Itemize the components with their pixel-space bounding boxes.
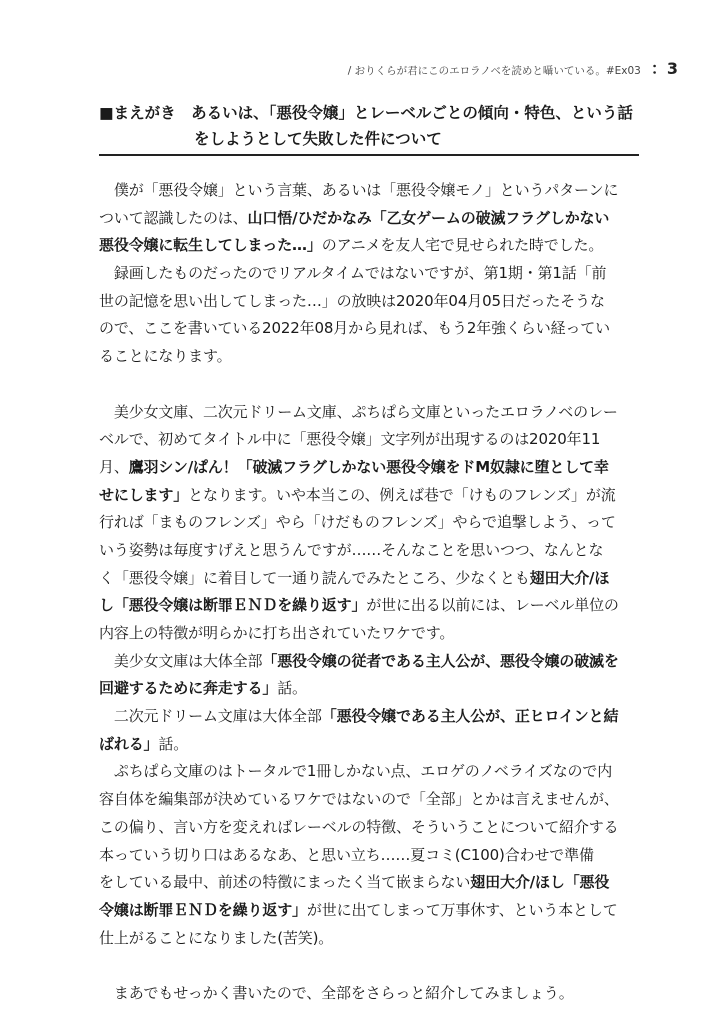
text-line (99, 648, 639, 676)
text-run: 録画したものだったのでリアルタイムではないですが、第1期・第1話「前 (99, 264, 607, 283)
bold-title-text: 鷹羽シン/ぱん！「破滅フラグしかない悪役令嬢をドM奴隷に堕として幸 (128, 457, 609, 476)
text-line (99, 842, 639, 870)
text-line (99, 509, 639, 537)
text-line (99, 786, 639, 814)
text-line (99, 731, 639, 759)
text-run: まあでもせっかく書いたので、全部をさらっと紹介してみましょう。 (99, 983, 574, 1002)
text-run: 本っていう切り口はあるなあ、と思い立ち……夏コミ(C100)合わせで準備 (99, 845, 594, 864)
text-run: 美少女文庫は大体全部 (99, 651, 263, 670)
text-line (99, 675, 639, 703)
text-run: く「悪役令嬢」に着目して一通り読んでみたところ、少なくとも (99, 568, 530, 587)
bold-title-text: 令嬢は断罪ＥＮＤを繰り返す」 (99, 900, 307, 919)
text-run: となります。いや本当この、例えば巷で「けものフレンズ」が流 (188, 485, 616, 504)
bold-title-text: ばれる」 (99, 734, 159, 753)
blank-line (99, 371, 639, 399)
running-header (348, 56, 678, 79)
bold-title-text: 「悪役令嬢の従者である主人公が、悪役令嬢の破滅を (262, 651, 619, 670)
text-line (99, 482, 639, 510)
text-line (99, 343, 639, 371)
text-run: 内容上の特徴が明らかに打ち出されていたワケです。 (99, 624, 455, 642)
text-line (99, 620, 639, 648)
text-line (99, 592, 639, 620)
text-run: ベルで、初めてタイトル中に「悪役令嬢」文字列が出現するのは2020年11 (99, 430, 601, 449)
text-line (99, 565, 639, 593)
text-line (99, 869, 639, 897)
text-run: ので、ここを書いている2022年08月から見れば、もう2年強くらい経ってい (99, 319, 610, 338)
text-line (99, 260, 639, 288)
text-line (99, 703, 639, 731)
bold-title-text: 悪役令嬢に転生してしまった…」 (99, 236, 322, 255)
text-line (99, 205, 639, 233)
bold-title-text: 翅田大介/ほ (529, 568, 610, 587)
text-line (99, 454, 639, 482)
text-run: いう姿勢は毎度すげえと思うんですが……そんなことを思いつつ、なんとな (99, 540, 604, 559)
body-text (99, 177, 639, 1008)
text-run: が世に出る以前には、レーベル単位の (366, 596, 619, 615)
section-heading (99, 100, 639, 156)
text-line (99, 288, 639, 316)
text-line (99, 315, 639, 343)
page-number: ：3 (650, 59, 678, 78)
text-run: 容自体を編集部が決めているワケではないので「全部」とかは言えませんが、 (99, 790, 619, 809)
text-line (99, 758, 639, 786)
bold-title-text: 「悪役令嬢である主人公が、正ヒロインと結 (321, 707, 619, 726)
bold-title-text: 翅田大介/ほし「悪役 (470, 873, 610, 892)
text-run: 仕上がることになりました(苦笑)。 (99, 928, 334, 947)
text-run: この偏り、言い方を変えればレーベルの特徴、そういうことについて紹介する (99, 817, 619, 836)
running-title: / おりくらが君にこのエロラノベを読めと囁いている。#Ex03 (347, 65, 641, 77)
text-line (99, 980, 639, 1008)
text-run: ぷちぱら文庫のはトータルで1冊しかない点、エロゲのノベライズなので内 (99, 762, 613, 781)
bold-title-text: 山口悟/ひだかなみ「乙女ゲームの破滅フラグしかない (247, 208, 610, 227)
text-run: が世に出てしまって万事休す、という本として (306, 900, 618, 919)
text-run: ることになります。 (99, 347, 232, 366)
text-run: 話。 (277, 679, 307, 698)
bold-title-text: し「悪役令嬢は断罪ＥＮＤを繰り返す」 (99, 596, 367, 615)
text-line (99, 399, 639, 427)
text-line (99, 537, 639, 565)
text-line (99, 426, 639, 454)
bold-title-text: せにします」 (99, 485, 189, 504)
text-line (99, 925, 639, 953)
heading-line-1: ■まえがき あるいは、「悪役令嬢」とレーベルごとの傾向・特色、という話 (99, 104, 633, 122)
text-line (99, 897, 639, 925)
text-run: 僕が「悪役令嬢」という言葉、あるいは「悪役令嬢モノ」というパターンに (99, 181, 619, 199)
heading-line-2: をしようとして失敗した件について (194, 130, 442, 148)
text-run: 話。 (158, 734, 189, 753)
text-run: ついて認識したのは、 (99, 208, 248, 227)
text-run: 二次元ドリーム文庫は大体全部 (99, 707, 322, 726)
text-run: のアニメを友人宅で見せられた時でした。 (321, 236, 604, 255)
text-run: 美少女文庫、二次元ドリーム文庫、ぷちぱら文庫といったエロラノベのレー (99, 402, 618, 421)
text-line (99, 232, 639, 260)
text-run: 世の記憶を思い出してしまった…」の放映は2020年04月05日だったそうな (99, 291, 605, 310)
heading-underline (99, 154, 639, 156)
bold-title-text: 回避するために奔走する」 (99, 679, 278, 698)
blank-line (99, 952, 639, 980)
text-run: をしている最中、前述の特徴にまったく当て嵌まらない (99, 873, 471, 892)
text-run: 月、 (99, 457, 129, 476)
text-line (99, 814, 639, 842)
text-run: 行れば「まものフレンズ」やら「けだものフレンズ」やらで追撃しよう、って (99, 513, 616, 532)
text-line (99, 177, 639, 205)
